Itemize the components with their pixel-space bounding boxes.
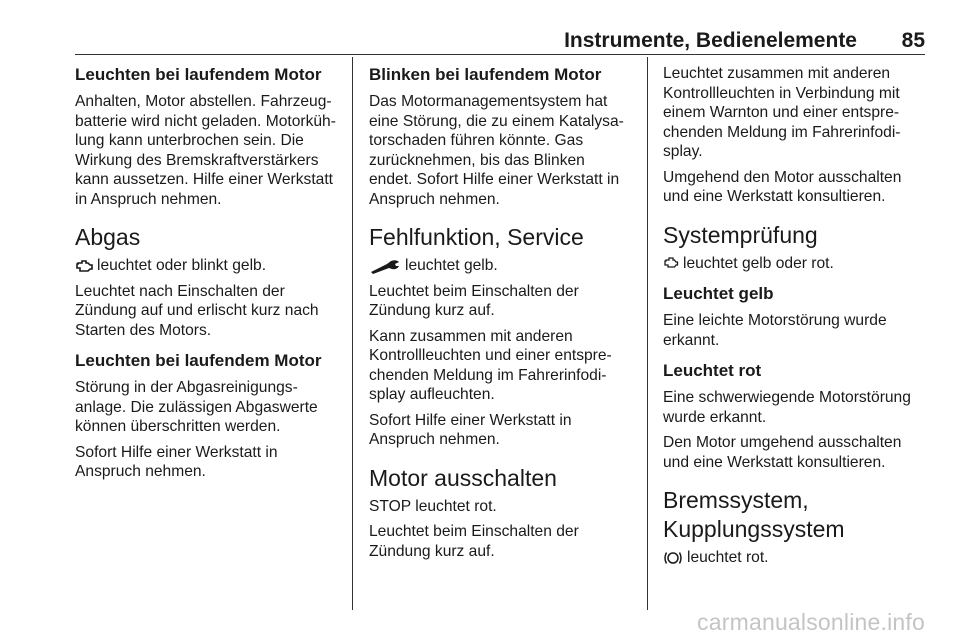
section-heading: Leuchten bei laufendem Motor (75, 351, 322, 370)
icon-text: leuchtet gelb. (405, 257, 498, 274)
text-line: chenden Meldung im Fahrerinfodi- (369, 366, 607, 384)
engine-outline-icon (663, 257, 679, 269)
paragraph (663, 311, 925, 350)
paragraph (663, 64, 925, 162)
text-line: Starten des Motors. (75, 321, 212, 339)
text-line: splay aufleuchten. (369, 386, 495, 403)
text-line: Das Motormanagementsystem hat (369, 93, 608, 110)
text-line: Zündung kurz auf. (369, 542, 495, 560)
paragraph (663, 388, 925, 427)
text-line: Kann zusammen mit anderen (369, 327, 573, 345)
icon-text: leuchtet oder blinkt gelb. (97, 257, 267, 274)
text-line: Kontrollleuchten in Verbindung mit (663, 84, 900, 102)
text-line: kann aussetzen. Hilfe einer Werkstatt (75, 171, 333, 188)
icon-line (75, 256, 347, 276)
icon-line (369, 497, 639, 517)
icon-text: leuchtet rot. (687, 549, 769, 566)
column-3 (663, 62, 925, 574)
text-line: anlage. Die zulässigen Abgaswerte (75, 398, 318, 416)
icon-text: leuchtet gelb oder rot. (683, 254, 834, 272)
paragraph (369, 411, 639, 450)
text-line: Eine leichte Motorstörung wurde (663, 312, 887, 329)
text-line: Sofort Hilfe einer Werkstatt in (369, 411, 572, 429)
paragraph (663, 433, 925, 472)
text-line: splay. (663, 143, 703, 160)
paragraph (663, 168, 925, 207)
stop-label: STOP (369, 497, 411, 515)
paragraph (75, 282, 347, 341)
text-line: torschaden führen könnte. Gas (369, 132, 584, 149)
section-heading-motor: Motor ausschalten (369, 464, 557, 491)
text-line: wurde erkannt. (663, 408, 767, 426)
text-line: Eine schwerwiegende Motorstörung (663, 389, 911, 406)
page-title: Instrumente, Bedienelemente (564, 29, 857, 52)
column-1 (75, 62, 347, 488)
text-line: endet. Sofort Hilfe einer Werkstatt in (369, 171, 620, 188)
text-line: Leuchtet beim Einschalten der (369, 282, 579, 300)
brake-warning-icon (663, 550, 683, 566)
text-line: Zündung auf und erlischt kurz nach (75, 302, 319, 319)
section-heading-system: Systemprüfung (663, 221, 818, 248)
icon-line (663, 548, 925, 568)
section-heading: Leuchtet gelb (663, 284, 774, 303)
text-line: in Anspruch nehmen. (75, 190, 222, 208)
text-line: einem Warnton und einer entspre- (663, 104, 900, 121)
paragraph (369, 327, 639, 405)
section-heading: Leuchtet rot (663, 361, 762, 380)
paragraph (369, 282, 639, 321)
heading-line: Bremssystem, (663, 487, 809, 513)
engine-icon (75, 259, 93, 273)
paragraph (75, 443, 347, 482)
text-line: chenden Meldung im Fahrerinfodi- (663, 123, 901, 141)
section-heading-abgas: Abgas (75, 224, 141, 250)
page-number: 85 (901, 29, 925, 52)
column-divider (352, 57, 353, 610)
wrench-icon (369, 258, 401, 274)
text-line: Anspruch nehmen. (75, 463, 206, 480)
section-heading: Blinken bei laufendem Motor (369, 65, 602, 84)
text-line: batterie wird nicht geladen. Motorküh- (75, 112, 336, 130)
heading-line: Kupplungssystem (663, 516, 845, 542)
paragraph (369, 92, 639, 209)
text-line: Anspruch nehmen. (369, 431, 500, 448)
page-header (75, 28, 925, 55)
text-line: Zündung kurz auf. (369, 302, 495, 319)
column-2 (369, 62, 639, 567)
column-divider (647, 57, 648, 610)
text-line: eine Störung, die zu einem Katalysa- (369, 112, 624, 130)
text-line: Störung in der Abgasreinigungs- (75, 379, 298, 396)
text-line: lung kann unterbrochen sein. Die (75, 132, 304, 149)
section-heading: Leuchten bei laufendem Motor (75, 65, 322, 84)
section-heading-bremssystem (663, 486, 925, 544)
text-line: können überschritten werden. (75, 418, 281, 435)
text-line: Anhalten, Motor abstellen. Fahrzeug- (75, 93, 332, 110)
paragraph (75, 92, 347, 209)
icon-line (663, 254, 925, 274)
paragraph (369, 522, 639, 561)
text-line: Anspruch nehmen. (369, 190, 500, 208)
icon-line (369, 256, 639, 276)
text-line: und eine Werkstatt konsultieren. (663, 453, 886, 471)
text-line: Leuchtet beim Einschalten der (369, 523, 579, 540)
text-line: Kontrollleuchten und einer entspre- (369, 347, 612, 364)
section-heading-fehlfunktion: Fehlfunktion, Service (369, 224, 584, 250)
text-line: Den Motor umgehend ausschalten (663, 434, 902, 451)
icon-text: leuchtet rot. (415, 497, 497, 515)
watermark: carmanualsonline.info (697, 609, 925, 635)
text-line: Wirkung des Bremskraftverstärkers (75, 151, 319, 169)
text-line: und eine Werkstatt konsultieren. (663, 188, 886, 205)
text-line: Sofort Hilfe einer Werkstatt in (75, 443, 278, 461)
text-line: erkannt. (663, 331, 720, 349)
text-line: Leuchtet nach Einschalten der (75, 282, 285, 300)
text-line: zurücknehmen, bis das Blinken (369, 151, 585, 169)
text-line: Umgehend den Motor ausschalten (663, 168, 902, 186)
text-line: Leuchtet zusammen mit anderen (663, 65, 891, 82)
paragraph (75, 378, 347, 437)
